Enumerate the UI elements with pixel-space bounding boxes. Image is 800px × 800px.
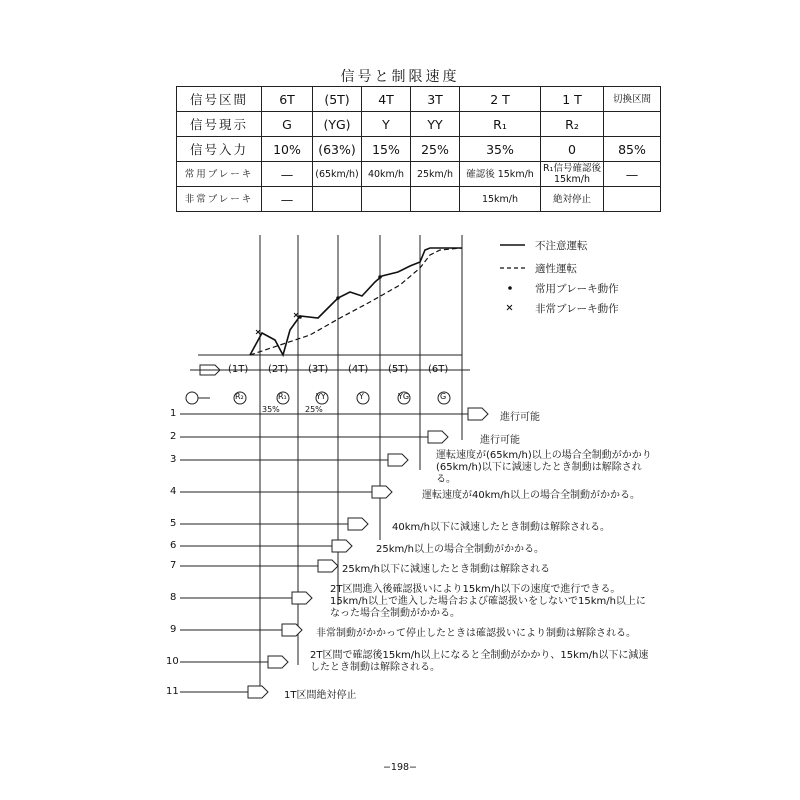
table-cell: R₁ [460,112,541,137]
track-section-label: (3T) [308,364,329,375]
table-cell: (63%) [313,137,362,162]
legend-emergency-brake: 非常ブレーキ動作 [535,303,619,315]
event-text: 2T区間で確認後15km/h以上になると全制動がかかり、15km/h以下に減速したとき制動は解除される。 [310,650,649,673]
table-cell: 35% [460,137,541,162]
event-text: 運転速度が(65km/h)以上の場合全制動がかかり(65km/h)以下に減速したとき制動は解除される。 [436,450,652,485]
table-cell: 40km/h [362,162,411,187]
table-cell: — [262,162,313,187]
table-header-cell: 2 T [460,87,541,112]
event-number: 9 [170,624,177,635]
table-cell: (YG) [313,112,362,137]
event-number: 7 [170,560,177,571]
page-number: −198− [382,762,418,773]
row-label: 信号入力 [177,137,262,162]
table-cell: YY [411,112,460,137]
table-cell: (65km/h) [313,162,362,187]
table-cell: R₂ [541,112,604,137]
legend-service-brake: 常用ブレーキ動作 [535,283,619,295]
table-cell: 85% [604,137,661,162]
table-header-cell: (5T) [313,87,362,112]
table-cell: — [262,187,313,212]
event-text: 25km/h以上の場合全制動がかかる。 [376,544,544,555]
legend-cross-icon [507,305,512,310]
event-number: 4 [170,486,177,497]
table-cell: 25% [411,137,460,162]
emergency-brake-points [256,313,298,334]
table-header-cell: 6T [262,87,313,112]
table-header-cell: 切換区間 [604,87,661,112]
row-label: 信号現示 [177,112,262,137]
table-header-cell: 4T [362,87,411,112]
table-cell: Y [362,112,411,137]
table-cell: 15% [362,137,411,162]
row-label: 常用ブレーキ [177,162,262,187]
event-text: 2T区間進入後確認扱いにより15km/h以下の速度で進行できる。15km/h以上で進入した場合および確認扱いをしないで15km/h以上になった場合全制動がかかる。 [330,584,646,619]
signal-label: G [440,392,447,401]
table-cell: 15km/h [460,187,541,212]
table-cell: 確認後 15km/h [460,162,541,187]
table-cell: G [262,112,313,137]
signal-input-label: 35% [262,405,280,414]
event-number: 8 [170,592,177,603]
event-text: 進行可能 [480,435,520,446]
track-section-label: (4T) [348,364,369,375]
legend-careless: 不注意運転 [535,240,588,252]
row-label: 非常ブレーキ [177,187,262,212]
signal-input-label: 25% [305,405,323,414]
event-number: 6 [170,540,177,551]
table-cell: R₁信号確認後 15km/h [541,162,604,187]
signal-label: YG [398,392,410,401]
track-section-label: (2T) [268,364,289,375]
careless-driving-curve [250,248,462,355]
event-text: 進行可能 [500,412,540,423]
table-cell: 絶対停止 [541,187,604,212]
signal-label: R₁ [278,392,287,401]
table-cell: 0 [541,137,604,162]
proper-driving-curve [250,248,462,355]
track-section-label: (6T) [428,364,449,375]
event-text: 25km/h以下に減速したとき制動は解除される [342,564,550,575]
legend-proper: 適性運転 [535,263,577,275]
event-number: 3 [170,454,177,465]
section-boundaries [198,235,462,690]
event-number: 1 [170,408,177,419]
event-number: 10 [166,656,179,667]
table-header-cell: 信号区間 [177,87,262,112]
event-number: 2 [170,431,177,442]
table-header-cell: 1 T [541,87,604,112]
table-cell: — [604,162,661,187]
table-cell: 10% [262,137,313,162]
track-section-label: (1T) [228,364,249,375]
signal-label: Y [359,392,364,401]
event-text: 非常制動がかかって停止したときは確認扱いにより制動は解除される。 [316,628,636,639]
event-text: 1T区間絶対停止 [284,690,357,701]
event-number: 11 [166,686,179,697]
track-section-label: (5T) [388,364,409,375]
legend-dot-icon [508,286,512,290]
event-text: 40km/h以下に減速したとき制動は解除される。 [392,522,610,533]
page-title: 信号と制限速度 [340,69,460,85]
signal-label: YY [316,392,326,401]
signal-label: R₂ [235,392,244,401]
event-number: 5 [170,518,177,529]
table-header-cell: 3T [411,87,460,112]
table-cell: 25km/h [411,162,460,187]
event-text: 運転速度が40km/h以上の場合全制動がかかる。 [422,490,640,501]
